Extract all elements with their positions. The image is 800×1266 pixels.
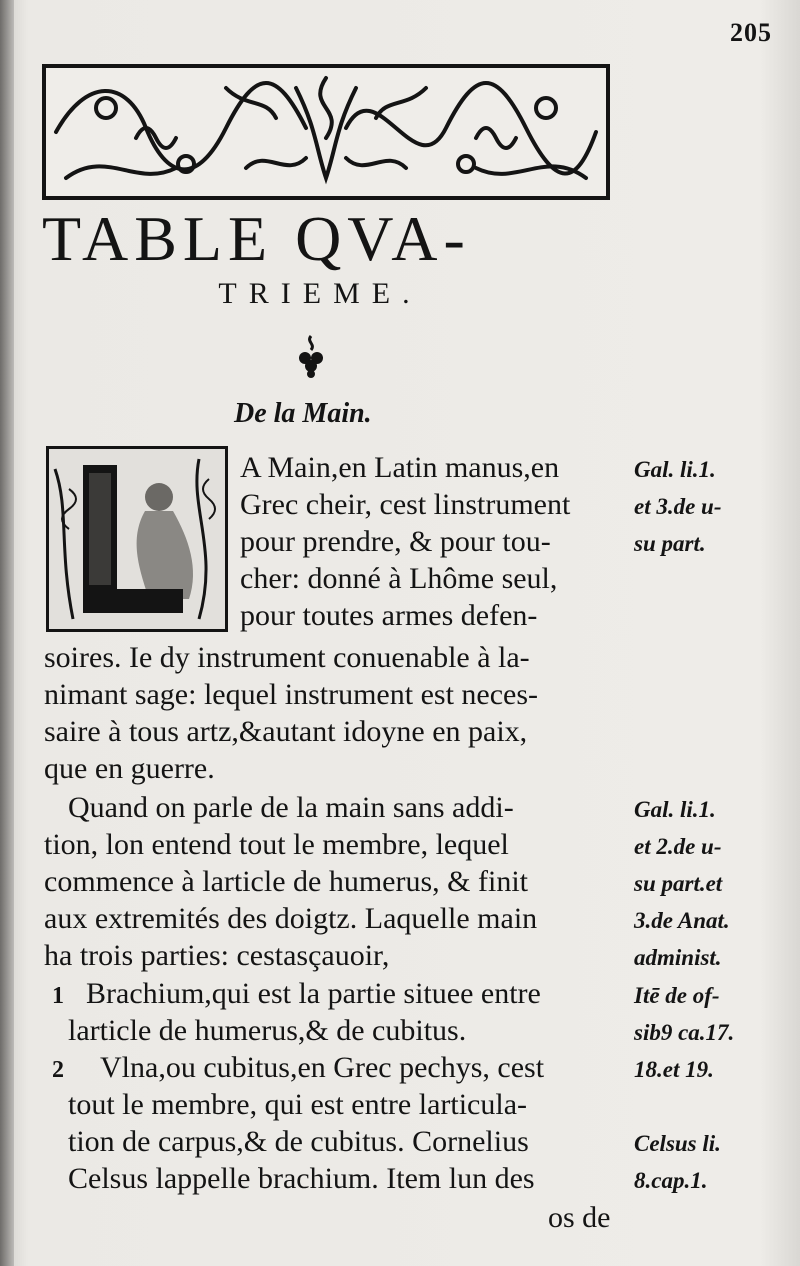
text-line: ha trois parties: cestasçauoir,: [44, 939, 390, 972]
page-title-continued: TRIEME.: [218, 277, 422, 310]
margin-note: et 2.de u-: [634, 834, 722, 859]
text-line: tion, lon entend tout le membre, lequel: [44, 828, 509, 861]
margin-note: administ.: [634, 945, 722, 970]
list-number: 2: [52, 1057, 64, 1083]
text-line: soires. Ie dy instrument conuenable à la-: [44, 641, 530, 674]
text-line: commence à larticle de humerus, & finit: [44, 865, 528, 898]
page-number: 205: [730, 18, 772, 47]
text-line: Vlna,ou cubitus,en Grec pechys, cest: [100, 1051, 545, 1084]
margin-note: Gal. li.1.: [634, 457, 716, 482]
text-line: Celsus lappelle brachium. Item lun des: [68, 1162, 535, 1195]
text-line: A Main,en Latin manus,en: [240, 451, 560, 484]
margin-note: Itē de of-: [634, 983, 720, 1008]
catchword: os de: [548, 1201, 611, 1234]
text-line: saire à tous artz,&autant idoyne en paix,: [44, 715, 528, 748]
margin-note: su part.et: [634, 871, 723, 896]
decorative-headpiece: [42, 64, 610, 200]
text-line: tout le membre, qui est entre larticula-: [68, 1088, 527, 1121]
section-heading: De la Main.: [234, 398, 372, 429]
text-line: pour toutes armes defen-: [240, 599, 538, 632]
text-line: larticle de humerus,& de cubitus.: [68, 1014, 467, 1047]
text-line: Quand on parle de la main sans addi-: [68, 791, 514, 824]
margin-note: Celsus li.: [634, 1131, 721, 1156]
margin-note: Gal. li.1.: [634, 797, 716, 822]
margin-note: sib9 ca.17.: [634, 1020, 735, 1045]
text-line: Grec cheir, cest linstrument: [240, 488, 571, 521]
text-line: aux extremités des doigtz. Laquelle main: [44, 902, 538, 935]
margin-note: et 3.de u-: [634, 494, 722, 519]
margin-note: su part.: [634, 531, 706, 556]
page-title: TABLE QVA-: [42, 203, 471, 274]
fleuron-ornament: [294, 334, 328, 380]
text-line: Brachium,qui est la partie situee entre: [86, 977, 541, 1010]
margin-note: 18.et 19.: [634, 1057, 714, 1082]
illuminated-drop-cap: [46, 446, 228, 632]
margin-note: 8.cap.1.: [634, 1168, 708, 1193]
margin-note: 3.de Anat.: [634, 908, 730, 933]
text-line: que en guerre.: [44, 752, 215, 785]
text-line: nimant sage: lequel instrument est neces-: [44, 678, 539, 711]
text-line: tion de carpus,& de cubitus. Cornelius: [68, 1125, 529, 1158]
page-spine-shadow: [0, 0, 14, 1266]
text-line: cher: donné à Lhôme seul,: [240, 562, 558, 595]
text-line: pour prendre, & pour tou-: [240, 525, 551, 558]
list-number: 1: [52, 983, 64, 1009]
